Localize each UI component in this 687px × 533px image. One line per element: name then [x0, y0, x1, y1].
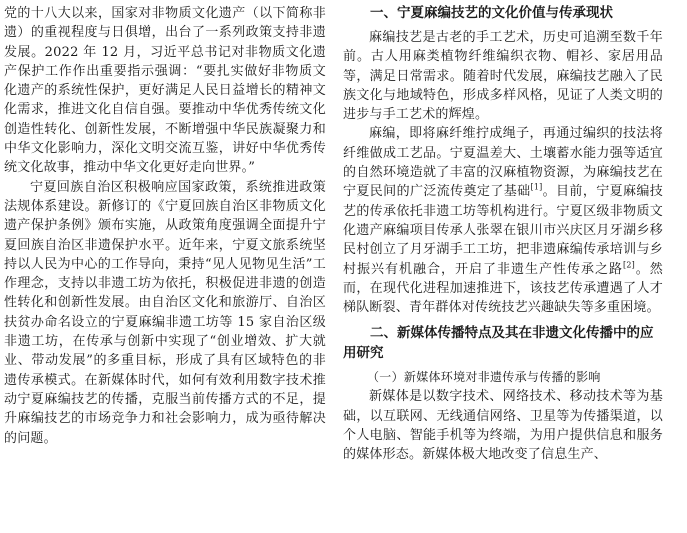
section1-paragraph-2-text-c: 。然而，在现代化进程加速推进下，该技艺传承遭遇了人才梯队断裂、青年群体对传统技艺兴趣缺失等多重困境。 — [343, 261, 663, 316]
citation-1: [1] — [530, 183, 543, 193]
section-heading-1: 一、宁夏麻编技艺的文化价值与传承现状 — [370, 5, 613, 21]
section1-paragraph-2 — [343, 124, 663, 317]
section-heading-2: 二、新媒体传播特点及其在非遗文化传播中的应用研究 — [343, 325, 654, 362]
citation-2: [2] — [623, 260, 635, 270]
section2-paragraph-1: 新媒体是以数字技术、网络技术、移动技术等为基础，以互联网、无线通信网络、卫星等为传播渠道，以个人电脑、智能手机等为终端，为用户提供信息和服务的媒体形态。新媒体极大地改变了信息生产、 — [343, 389, 663, 463]
subsection-heading-1: （一）新媒体环境对非遗传承与传播的影响 — [367, 370, 601, 385]
left-column — [4, 4, 326, 448]
body-paragraph-1: 党的十八大以来，国家对非物质文化遗产（以下简称非遗）的重视程度与日俱增，出台了一系列政策支持非遗发展。2022 年 12 月，习近平总书记对非物质文化遗产保护工作作出重要指示强调：“要扎实做好非物质文化遗产的系统性保护，更好满足人民日益增长的精神文化需求，推进文化自信自强。要推动中华优秀传统文化创造性转化、创新性发展，不断增强中华民族凝聚力和中华文化影响力，深化文明交流互鉴，讲好中华优秀传统文化故事，推动中华文化更好走向世界。” — [4, 6, 326, 176]
right-column — [343, 4, 663, 465]
section1-paragraph-2-text-b: 。目前，宁夏麻编技艺的传承依托非遗工坊等机构进行。宁夏区级非物质文化遗产麻编项目传承人张翠在银川市兴庆区月牙湖乡移民村创立了月牙湖手工工坊，把非遗麻编传承培训与乡村振兴有机融合，开启了非遗生产性传承之路 — [343, 184, 663, 277]
section1-paragraph-1: 麻编技艺是古老的手工艺术，历史可追溯至数千年前。古人用麻类植物纤维编织衣物、帽衫、家居用品等，满足日常需求。随着时代发展，麻编技艺融入了民族文化与地域特色，形成多样风格，见证了人类文明的进步与手工艺术的辉煌。 — [343, 30, 663, 123]
body-paragraph-2: 宁夏回族自治区积极响应国家政策，系统推进政策法规体系建设。新修订的《宁夏回族自治区非物质文化遗产保护条例》颁布实施，从政策角度强调全面提升宁夏回族自治区非遗保护水平。近年来，宁夏文旅系统坚持以人民为中心的工作导向，秉持“见人见物见生活”工作理念，支持以非遗工坊为依托，积极促进非遗的创造性转化和创新性发展。由自治区文化和旅游厅、自治区扶贫办命名设立的宁夏麻编非遗工坊等 15 家自治区级非遗工坊，在传承与创新中实现了“创业增效、扩大就业、带动发展”的多重目标，形成了具有区域特色的非遗传承模式。在新媒体时代，如何有效利用数字技术推动宁夏麻编技艺的传播，克服当前传播方式的不足，提升麻编技艺的市场竞争力和社会影响力，成为亟待解决的问题。 — [4, 179, 326, 446]
section1-paragraph-2-text-a: 麻编，即将麻纤维拧成绳子，再通过编织的技法将纤维做成工艺品。宁夏温差大、土壤蓄水能力强等适宜的自然环境造就了丰富的汉麻植物资源，为麻编技艺在宁夏民间的广泛流传奠定了基础 — [343, 126, 663, 200]
